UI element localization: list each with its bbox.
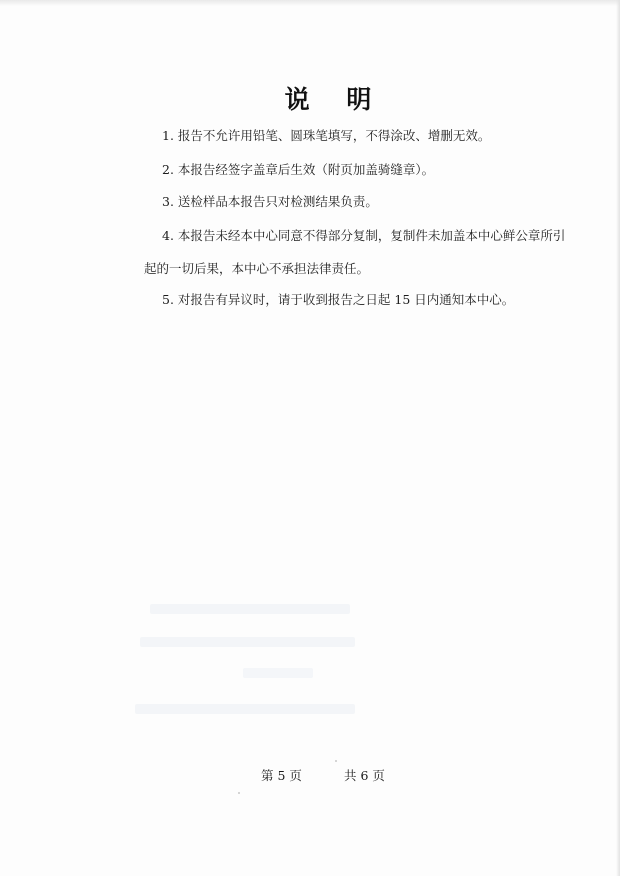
note-item-3: 3. 送检样品本报告只对检测结果负责。 <box>162 194 378 209</box>
scan-speck <box>238 792 240 794</box>
page-number: 第 5 页 <box>261 768 302 783</box>
scan-edge-right <box>616 0 620 876</box>
show-through-line <box>135 704 355 714</box>
show-through-line <box>140 637 355 647</box>
scan-edge-top <box>0 0 620 6</box>
note-item-5: 5. 对报告有异议时，请于收到报告之日起 15 日内通知本中心。 <box>162 292 515 307</box>
scan-speck <box>335 760 337 762</box>
note-item-4-continuation: 起的一切后果，本中心不承担法律责任。 <box>144 261 370 276</box>
note-item-2: 2. 本报告经签字盖章后生效（附页加盖骑缝章）。 <box>162 162 435 177</box>
page-total: 共 6 页 <box>344 768 385 783</box>
note-item-1: 1. 报告不允许用铅笔、圆珠笔填写，不得涂改、增删无效。 <box>162 128 491 143</box>
page-title: 说 明 <box>284 85 386 114</box>
show-through-line <box>150 604 350 614</box>
show-through-line <box>243 668 313 678</box>
note-item-4: 4. 本报告未经本中心同意不得部分复制，复制件未加盖本中心鲜公章所引 <box>162 228 566 243</box>
